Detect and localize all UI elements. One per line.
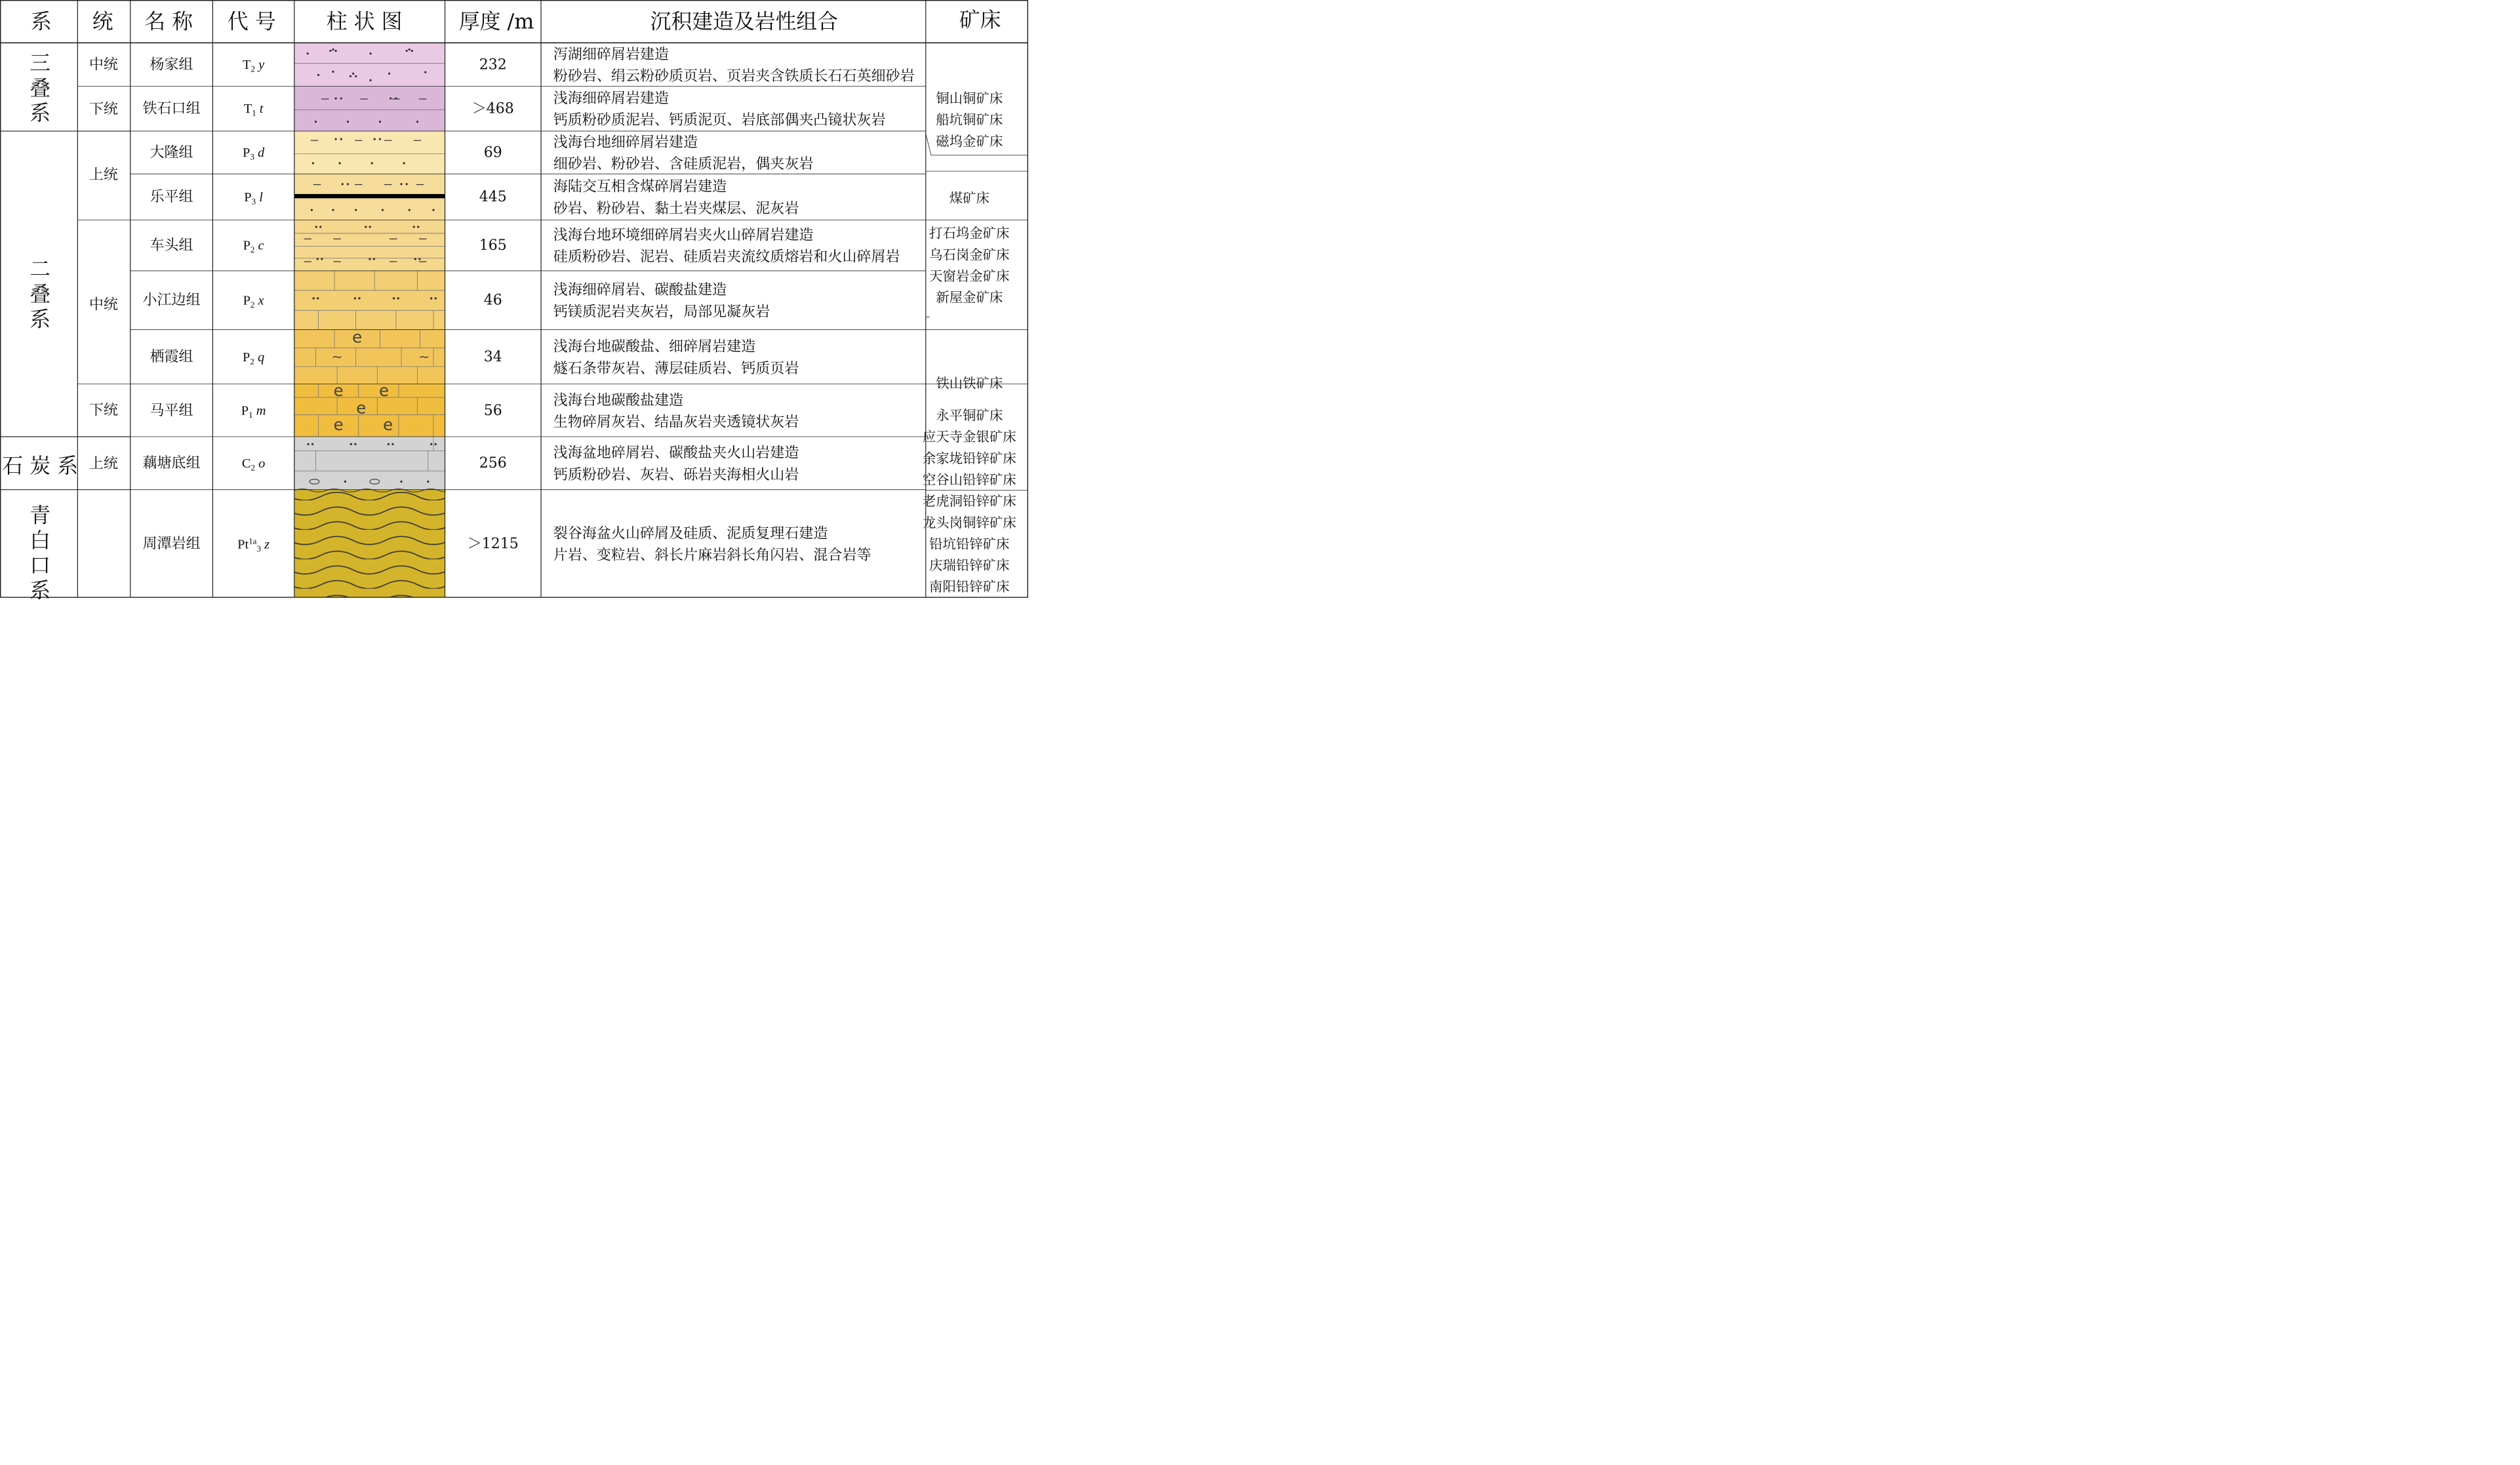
- formation-code-sup: 1a: [249, 536, 257, 546]
- deposit-name: 永平铜矿床: [936, 407, 1003, 424]
- thickness-value: ＞468: [471, 100, 514, 117]
- header-column: 柱 状 图: [326, 9, 403, 34]
- formation-code: $P_3$ d: [243, 144, 265, 162]
- facies-text: 海陆交互相含煤碎屑岩建造: [553, 178, 727, 195]
- deposit-name: 乌石岗金矿床: [929, 247, 1010, 263]
- svg-text:~: ~: [418, 348, 430, 365]
- header-thickness: 厚度 /m: [458, 9, 534, 34]
- svg-text:e: e: [333, 415, 344, 435]
- thickness-value: 232: [479, 55, 507, 73]
- system-qingbaikou: 青 白 口 系: [30, 503, 51, 603]
- formation-code: $P_3$ l: [244, 189, 263, 207]
- lithology-fill: [294, 86, 445, 131]
- deposit-name: 新屋金矿床: [936, 289, 1003, 306]
- deposit-name: 铅坑铅锌矿床: [929, 536, 1010, 552]
- deposit-name: 铁山铁矿床: [936, 375, 1003, 391]
- system-triassic: 三 叠 系: [30, 50, 51, 126]
- facies-text: 浅海台地细碎屑岩建造: [553, 133, 698, 151]
- formation-code: $Pt^{1a}_3$ z: [237, 536, 270, 554]
- rocks-text: 生物碎屑灰岩、结晶灰岩夹透镜状灰岩: [553, 412, 799, 430]
- series-lower-triassic: 下统: [89, 100, 118, 117]
- deposit-name: 天窗岩金矿床: [929, 268, 1010, 284]
- lithology-fill: [294, 384, 445, 437]
- svg-text:e: e: [352, 327, 363, 347]
- lithology-fill: [294, 131, 445, 174]
- formation-code: $C_2$ o: [241, 455, 266, 473]
- svg-text:e: e: [356, 398, 367, 418]
- thickness-value: 445: [479, 188, 507, 205]
- header-series: 统: [92, 9, 113, 34]
- rocks-text: 钙质粉砂岩、灰岩、砾岩夹海相火山岩: [553, 466, 799, 483]
- lithology-description: [553, 335, 799, 378]
- lithology-description: [553, 87, 886, 130]
- rocks-text: 粉砂岩、绢云粉砂质页岩、页岩夹含铁质长石石英细砂岩: [553, 67, 915, 85]
- series-middle-permian: 中统: [89, 295, 118, 313]
- formation-name: 大隆组: [150, 144, 193, 161]
- series-middle-triassic: 中统: [89, 55, 118, 73]
- facies-text: 泻湖细碎屑岩建造: [553, 45, 670, 63]
- header-deposits: 矿床: [959, 8, 1001, 32]
- thickness-value: 46: [483, 291, 502, 309]
- rocks-text: 细砂岩、粉砂岩、含硅质泥岩，偶夹灰岩: [553, 155, 814, 172]
- formation-name: 车头组: [150, 236, 193, 254]
- thickness-value: 165: [479, 236, 507, 254]
- svg-text:e: e: [383, 415, 393, 435]
- facies-text: 浅海细碎屑岩、碳酸盐建造: [553, 281, 727, 298]
- deposit-name: 庆瑞铅锌矿床: [929, 557, 1010, 573]
- series-lower-permian: 下统: [89, 401, 118, 418]
- deposit-name: 磁坞金矿床: [936, 133, 1003, 150]
- lithology-description: [553, 176, 799, 219]
- formation-name: 小江边组: [142, 291, 201, 309]
- thickness-value: 34: [483, 348, 502, 365]
- deposit-name: 煤矿床: [949, 190, 990, 206]
- system-carboniferous: 石 炭 系: [2, 454, 79, 478]
- deposit-name: 船坑铜矿床: [936, 111, 1003, 128]
- rocks-text: 砂岩、粉砂岩、黏土岩夹煤层、泥灰岩: [553, 199, 799, 217]
- svg-text:e: e: [378, 380, 390, 400]
- formation-code: $P_2$ x: [243, 292, 264, 310]
- thickness-value: 256: [479, 454, 507, 472]
- lithology-description: [553, 224, 900, 268]
- thickness-value: ＞1215: [467, 534, 519, 552]
- formation-name: 乐平组: [150, 188, 193, 205]
- header-system: 系: [30, 9, 52, 34]
- facies-text: 浅海盆地碎屑岩、碳酸盐夹火山岩建造: [553, 444, 799, 462]
- lithology-description: [553, 131, 814, 174]
- header-lithology: 沉积建造及岩性组合: [650, 9, 838, 34]
- deposit-group-4: [910, 372, 1028, 394]
- formation-code: $P_2$ c: [243, 237, 264, 255]
- formation-name: 杨家组: [150, 55, 193, 73]
- formation-name: 铁石口组: [142, 100, 201, 117]
- rocks-text: 钙镁质泥岩夹灰岩，局部见凝灰岩: [553, 302, 770, 320]
- deposit-name: 打石坞金矿床: [929, 225, 1010, 241]
- lithology-description: [553, 279, 770, 322]
- series-upper-permian: 上统: [89, 165, 118, 183]
- facies-text: 浅海细碎屑岩建造: [553, 89, 670, 107]
- deposit-group-3: [910, 222, 1028, 308]
- thickness-value: 56: [483, 401, 502, 418]
- deposit-name: 铜山铜矿床: [936, 90, 1003, 106]
- facies-text: 浅海台地碳酸盐建造: [553, 391, 684, 409]
- facies-text: 裂谷海盆火山碎屑及硅质、泥质复理石建造: [553, 525, 828, 542]
- deposit-name: 余家垅铅锌矿床: [922, 451, 1016, 466]
- formation-code: $P_1$ m: [241, 402, 266, 420]
- lithology-description: [553, 43, 915, 87]
- deposit-name: 龙头岗铜锌矿床: [922, 515, 1016, 531]
- deposit-name: 应天寺金银矿床: [922, 429, 1016, 445]
- lithology-description: [553, 442, 799, 485]
- deposit-group-5: [910, 405, 1028, 597]
- svg-text:e: e: [333, 380, 344, 400]
- rocks-text: 燧石条带灰岩、薄层硅质岩、钙质页岩: [553, 359, 799, 376]
- system-permian: 二 叠 系: [30, 257, 51, 332]
- formation-code: $T_2$ y: [243, 56, 265, 74]
- deposit-group-1: [910, 88, 1028, 152]
- lithology-fill: [294, 271, 445, 330]
- facies-text: 浅海台地碳酸盐、细碎屑岩建造: [553, 338, 756, 355]
- deposit-name: 老虎洞铅锌矿床: [922, 493, 1016, 510]
- thickness-value: 69: [483, 144, 502, 161]
- rocks-text: 硅质粉砂岩、泥岩、硅质岩夹流纹质熔岩和火山碎屑岩: [553, 248, 900, 265]
- formation-name: 藕塘底组: [142, 454, 201, 472]
- header-code: 代 号: [227, 9, 276, 34]
- facies-text: 浅海台地环境细碎屑岩夹火山碎屑岩建造: [553, 226, 814, 243]
- formation-code: $P_2$ q: [243, 349, 265, 366]
- lithology-description: [553, 522, 871, 565]
- svg-text:~: ~: [331, 348, 343, 365]
- deposit-group-2: [910, 188, 1028, 209]
- lithology-fill: [294, 43, 445, 86]
- stratigraphic-table: [0, 0, 1028, 603]
- series-upper-carboniferous: 上统: [89, 454, 118, 472]
- rocks-text: 钙质粉砂质泥岩、钙质泥页、岩底部偶夹凸镜状灰岩: [553, 111, 886, 129]
- formation-name: 栖霞组: [150, 348, 193, 365]
- rocks-text: 片岩、变粒岩、斜长片麻岩斜长角闪岩、混合岩等: [553, 546, 871, 563]
- formation-name: 周潭岩组: [142, 534, 201, 552]
- lithology-description: [553, 389, 799, 432]
- formation-name: 马平组: [150, 401, 193, 418]
- deposit-name: 空谷山铅锌矿床: [922, 472, 1016, 488]
- header-name: 名 称: [144, 9, 193, 34]
- formation-code: $T_1$ t: [243, 100, 264, 118]
- deposit-name: 南阳铅锌矿床: [929, 578, 1010, 595]
